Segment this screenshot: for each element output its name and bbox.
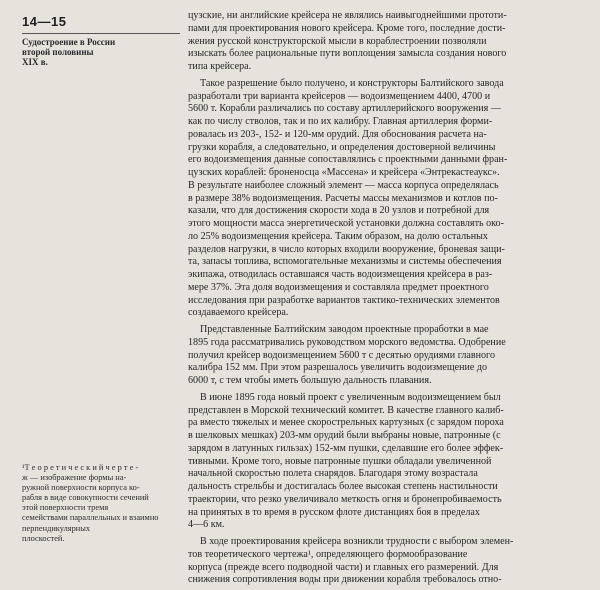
footnote-line: ¹Т е о р е т и ч е с к и й ч е р т е - xyxy=(22,463,139,472)
text-line: В результате наиболее сложный элемент — масса корпуса определялась xyxy=(188,179,499,191)
text-line: разработали три варианта крейсеров — водоизмещением 4400, 4700 и xyxy=(188,90,491,102)
header-rule xyxy=(22,33,180,34)
text-line: пами для проектирования нового крейсера. Кроме того, последние дости- xyxy=(188,22,506,34)
text-line: экипажа, отводилась оставшаяся часть водоизмещения крейсера в раз- xyxy=(188,269,493,280)
text-line: В ходе проектирования крейсера возникли трудности с выбором элемен- xyxy=(200,536,514,547)
text-line: 4—6 км. xyxy=(188,519,225,531)
paragraph-3 xyxy=(188,324,588,388)
text-line: цузских кораблей: броненосца «Массена» и крейсера «Энтрекастеаукс». xyxy=(188,167,500,178)
text-line: В июне 1895 года новый проект с увеличенным водоизмещением был xyxy=(200,391,501,403)
text-line: начальной скоростью полета снарядов. Благодаря этому возрастала xyxy=(188,468,478,480)
text-line: 1895 года рассматривались руководством морского ведомства. Одобрение xyxy=(188,336,506,348)
text-line: на принятых в то время в русском флоте дистанциях боя в пределах xyxy=(188,506,480,518)
page-number: 14—15 xyxy=(22,14,67,29)
margin-header xyxy=(22,14,172,67)
text-line: тов теоретического чертежа¹, определяющего формообразование xyxy=(188,548,468,560)
running-head xyxy=(22,37,172,67)
text-line: в шелковых мешках) 203-мм орудий были выбраны новые, патронные (с xyxy=(188,430,501,441)
text-line: зарядом в латунных гильзах) 152-мм пушки, сделавшие его более эффек- xyxy=(188,442,504,454)
running-head-line: второй половины xyxy=(22,47,94,57)
text-line: создаваемого крейсера. xyxy=(188,307,289,319)
text-line: ра вместо тяжелых и менее скорострельных картузных (с зарядом пороха xyxy=(188,417,504,429)
text-line: калибра 152 мм. При этом разрешалось увеличить водоизмещение до xyxy=(188,362,488,374)
footnote-line: семействами параллельных и взаимно xyxy=(22,513,159,523)
text-line: ровалась из 203-, 152- и 120-мм орудий. Для обоснования расчета на- xyxy=(188,128,487,140)
running-head-line: Судостроение в России xyxy=(22,37,116,47)
text-line: типа крейсера. xyxy=(188,61,252,72)
paragraph-2 xyxy=(188,78,588,320)
text-line: мере 37%. Эта доля водоизмещения и составляла предмет проектного xyxy=(188,281,489,293)
text-line: получил крейсер водоизмещением 5600 т с десятью орудиями главного xyxy=(188,349,495,361)
text-line: Такое разрешение было получено, и конструкторы Балтийского завода xyxy=(200,77,504,89)
text-line: казали, что для достижения скорости хода в 20 узлов и потребной для xyxy=(188,205,490,217)
text-line: разделов нагрузки, в число которых входили вооружение, броневая защи- xyxy=(188,243,505,255)
text-line: 5600 т. Корабли различались по составу артиллерийского вооружения — xyxy=(188,103,501,115)
text-line: цузские, ни английские крейсера не являлись наивыгоднейшими прототи- xyxy=(188,10,507,21)
text-line: грузки корабля, а следовательно, и определения достоверной величины xyxy=(188,141,496,153)
text-line: корпуса (прежде всего подводной части) и главных его размерений. Для xyxy=(188,561,499,573)
footnote-line: плоскостей. xyxy=(22,533,65,543)
text-line: снижения сопротивления воды при движении корабля требовалось отно- xyxy=(188,574,502,586)
text-line: тивными. Кроме того, новые патронные пушки обладали увеличенной xyxy=(188,455,492,467)
text-line: как по числу стволов, так и по их калибру. Главная артиллерия форми- xyxy=(188,116,493,127)
footnote-line: этой поверхности тремя xyxy=(22,503,109,513)
text-line: Представленные Балтийским заводом проектные проработки в мае xyxy=(200,324,489,335)
paragraph-1 xyxy=(188,10,588,74)
text-line: его водоизмещения данные сопоставлялись с проектными данными фран- xyxy=(188,154,508,166)
footnote-line: ж — изображение формы на- xyxy=(22,473,127,483)
text-line: та, запасы топлива, вспомогательные механизмы и системы обеспечения xyxy=(188,256,502,268)
main-text-column xyxy=(188,10,588,587)
text-line: 6000 т, с тем чтобы иметь большую дальность плавания. xyxy=(188,375,432,386)
footnote-line: рабля в виде совокупности сечений xyxy=(22,493,149,503)
paragraph-4 xyxy=(188,392,588,532)
text-line: исследования при разработке вариантов тактико-технических элементов xyxy=(188,294,500,306)
footnote-line: перпендикулярных xyxy=(22,523,91,533)
text-line: представлен в Морской технический комитет. В качестве главного калиб- xyxy=(188,404,504,416)
text-line: траектории, что резко увеличивало меткость огня и бронепробиваемость xyxy=(188,493,502,505)
text-line: дальность стрельбы и достигалась более высокая степень настильности xyxy=(188,481,498,492)
footnote-line: ружной поверхности корпуса ко- xyxy=(22,483,140,493)
margin-footnote xyxy=(22,463,174,544)
text-line: жения русской конструкторской мысли в кораблестроении позволяли xyxy=(188,35,487,47)
text-line: ло 25% водоизмещения крейсера. Таким образом, на долю остальных xyxy=(188,230,488,242)
text-line: этого мощности масса энергетической установки должна составлять око- xyxy=(188,218,504,229)
text-line: изыскать более рациональные пути воплощения замысла создания нового xyxy=(188,48,507,60)
text-line: в размере 38% водоизмещения. Расчеты массы механизмов и котлов по- xyxy=(188,192,498,204)
paragraph-5 xyxy=(188,536,588,587)
running-head-line: XIX в. xyxy=(22,57,48,67)
